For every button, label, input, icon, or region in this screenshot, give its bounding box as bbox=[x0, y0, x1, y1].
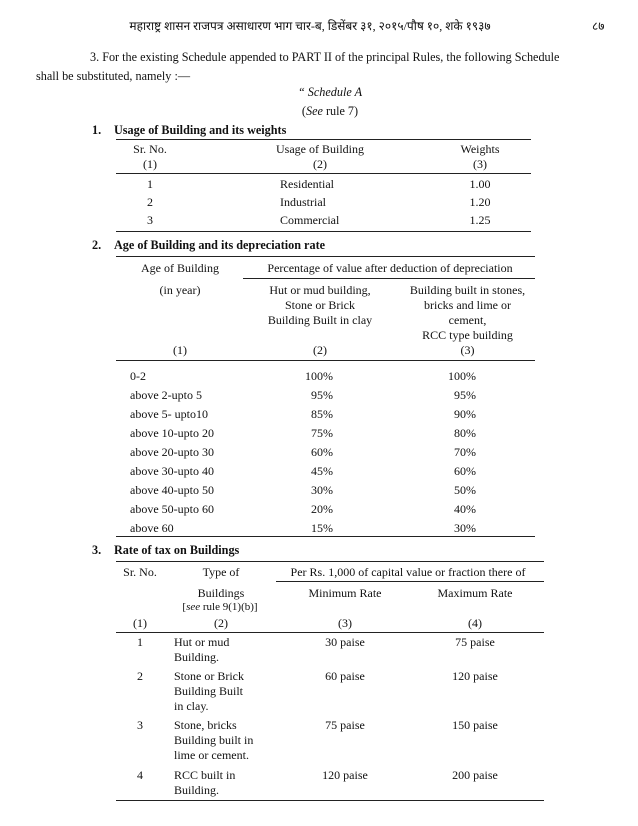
cell-rate-hut: 15% bbox=[311, 521, 333, 535]
bracket-open: [ bbox=[182, 601, 187, 613]
intro-paragraph-line-2: shall be substituted, namely :— bbox=[36, 69, 191, 83]
cell-weight: 1.00 bbox=[469, 177, 491, 191]
rule-note-text: rule 9(1)(b)] bbox=[200, 601, 258, 613]
cell-age: above 20-upto 30 bbox=[130, 445, 214, 459]
cell-sr-no: 4 bbox=[137, 768, 143, 782]
cell-min-rate: 60 paise bbox=[325, 669, 365, 683]
rule-note bbox=[165, 601, 275, 613]
cell-age: above 60 bbox=[130, 521, 174, 535]
rule-text: rule 7) bbox=[322, 104, 359, 118]
see-word: See bbox=[305, 104, 323, 118]
column-header: Buildings bbox=[197, 586, 245, 600]
section-2-heading: Age of Building and its depreciation rate bbox=[114, 238, 326, 252]
cell-rate-rcc: 100% bbox=[448, 369, 476, 383]
paren-open: ( bbox=[301, 104, 306, 118]
column-header: cement, bbox=[448, 313, 487, 327]
column-header: Stone or Brick bbox=[285, 298, 355, 312]
cell-rate-hut: 45% bbox=[311, 464, 333, 478]
column-number: (1) bbox=[173, 343, 187, 357]
cell-rate-hut: 60% bbox=[311, 445, 333, 459]
cell-min-rate: 75 paise bbox=[325, 718, 365, 732]
cell-age: above 40-upto 50 bbox=[130, 483, 214, 497]
table-rule bbox=[116, 256, 535, 257]
cell-rate-hut: 20% bbox=[311, 502, 333, 516]
cell-building-type: Building. bbox=[174, 783, 220, 797]
section-2-number: 2. bbox=[92, 238, 102, 252]
column-header: Hut or mud building, bbox=[269, 283, 371, 297]
cell-usage: Residential bbox=[280, 177, 334, 191]
column-header: Maximum Rate bbox=[437, 586, 513, 600]
cell-rate-rcc: 95% bbox=[454, 388, 476, 402]
cell-rate-rcc: 30% bbox=[454, 521, 476, 535]
group-header: Percentage of value after deduction of depreciation bbox=[267, 261, 513, 275]
table-rule bbox=[116, 561, 544, 562]
cell-age: above 5- upto10 bbox=[130, 407, 208, 421]
page-number: ८७ bbox=[592, 19, 605, 33]
column-header: Sr. No. bbox=[133, 142, 167, 156]
intro-paragraph-line-1: 3. For the existing Schedule appended to PART II of the principal Rules, the following Schedule bbox=[90, 50, 560, 64]
cell-sr-no: 1 bbox=[147, 177, 153, 191]
cell-max-rate: 120 paise bbox=[452, 669, 498, 683]
column-number: (4) bbox=[468, 616, 482, 630]
cell-rate-hut: 95% bbox=[311, 388, 333, 402]
cell-rate-rcc: 40% bbox=[454, 502, 476, 516]
cell-weight: 1.20 bbox=[469, 195, 491, 209]
cell-usage: Industrial bbox=[280, 195, 326, 209]
section-3-heading: Rate of tax on Buildings bbox=[114, 543, 240, 557]
column-header: (in year) bbox=[159, 283, 201, 297]
cell-usage: Commercial bbox=[280, 213, 340, 227]
cell-max-rate: 150 paise bbox=[452, 718, 498, 732]
column-number: (2) bbox=[313, 157, 327, 171]
cell-rate-hut: 100% bbox=[305, 369, 333, 383]
cell-building-type: Building. bbox=[174, 650, 220, 664]
cell-age: above 30-upto 40 bbox=[130, 464, 214, 478]
column-header: Sr. No. bbox=[123, 565, 157, 579]
section-1-heading: Usage of Building and its weights bbox=[114, 123, 287, 137]
cell-building-type: lime or cement. bbox=[174, 748, 249, 762]
column-header: Minimum Rate bbox=[308, 586, 382, 600]
cell-building-type: Stone, bricks bbox=[174, 718, 237, 732]
cell-rate-rcc: 50% bbox=[454, 483, 476, 497]
cell-sr-no: 3 bbox=[137, 718, 143, 732]
column-header: Type of bbox=[202, 565, 240, 579]
cell-age: above 10-upto 20 bbox=[130, 426, 214, 440]
column-header: Weights bbox=[460, 142, 500, 156]
cell-age: above 2-upto 5 bbox=[130, 388, 202, 402]
see-word: see bbox=[186, 601, 201, 613]
cell-max-rate: 200 paise bbox=[452, 768, 498, 782]
column-header: Age of Building bbox=[141, 261, 219, 275]
table-rule bbox=[243, 278, 535, 279]
cell-age: 0-2 bbox=[130, 369, 146, 383]
cell-building-type: Building Built bbox=[174, 684, 244, 698]
cell-building-type: Hut or mud bbox=[174, 635, 230, 649]
section-3-number: 3. bbox=[92, 543, 102, 557]
cell-max-rate: 75 paise bbox=[455, 635, 495, 649]
column-header: bricks and lime or bbox=[424, 298, 511, 312]
table-rule bbox=[116, 231, 531, 232]
cell-age: above 50-upto 60 bbox=[130, 502, 214, 516]
table-rule bbox=[276, 581, 544, 582]
cell-building-type: RCC built in bbox=[174, 768, 236, 782]
table-rule bbox=[116, 632, 544, 633]
column-header: Building Built in clay bbox=[267, 313, 373, 327]
cell-sr-no: 3 bbox=[147, 213, 153, 227]
cell-building-type: Building built in bbox=[174, 733, 254, 747]
table-rule bbox=[116, 173, 531, 174]
column-number: (3) bbox=[473, 157, 487, 171]
cell-weight: 1.25 bbox=[469, 213, 491, 227]
column-header: RCC type building bbox=[422, 328, 513, 342]
cell-rate-rcc: 90% bbox=[454, 407, 476, 421]
column-number: (2) bbox=[214, 616, 228, 630]
schedule-title: “ Schedule A bbox=[297, 85, 363, 99]
cell-rate-hut: 75% bbox=[311, 426, 333, 440]
cell-rate-rcc: 70% bbox=[454, 445, 476, 459]
running-header: महाराष्ट्र शासन राजपत्र असाधारण भाग चार-ब, डिसेंबर ३१, २०१५/पौष १०, शके १९३७ bbox=[129, 19, 491, 33]
cell-rate-hut: 85% bbox=[311, 407, 333, 421]
column-header: Usage of Building bbox=[276, 142, 364, 156]
column-header: Building built in stones, bbox=[409, 283, 526, 297]
cell-sr-no: 2 bbox=[147, 195, 153, 209]
column-number: (1) bbox=[133, 616, 147, 630]
cell-sr-no: 1 bbox=[137, 635, 143, 649]
cell-min-rate: 120 paise bbox=[322, 768, 368, 782]
column-number: (1) bbox=[143, 157, 157, 171]
cell-building-type: Stone or Brick bbox=[174, 669, 244, 683]
cell-min-rate: 30 paise bbox=[325, 635, 365, 649]
cell-building-type: in clay. bbox=[174, 699, 209, 713]
cell-rate-rcc: 60% bbox=[454, 464, 476, 478]
section-1-number: 1. bbox=[92, 123, 102, 137]
cell-rate-hut: 30% bbox=[311, 483, 333, 497]
group-header: Per Rs. 1,000 of capital value or fraction there of bbox=[290, 565, 526, 579]
cell-rate-rcc: 80% bbox=[454, 426, 476, 440]
table-rule bbox=[116, 360, 535, 361]
table-rule bbox=[116, 536, 535, 537]
column-number: (3) bbox=[338, 616, 352, 630]
table-rule bbox=[116, 800, 544, 801]
column-number: (3) bbox=[460, 343, 475, 357]
table-rule bbox=[116, 139, 531, 140]
see-rule-reference bbox=[250, 104, 410, 119]
column-number: (2) bbox=[313, 343, 327, 357]
cell-sr-no: 2 bbox=[137, 669, 143, 683]
